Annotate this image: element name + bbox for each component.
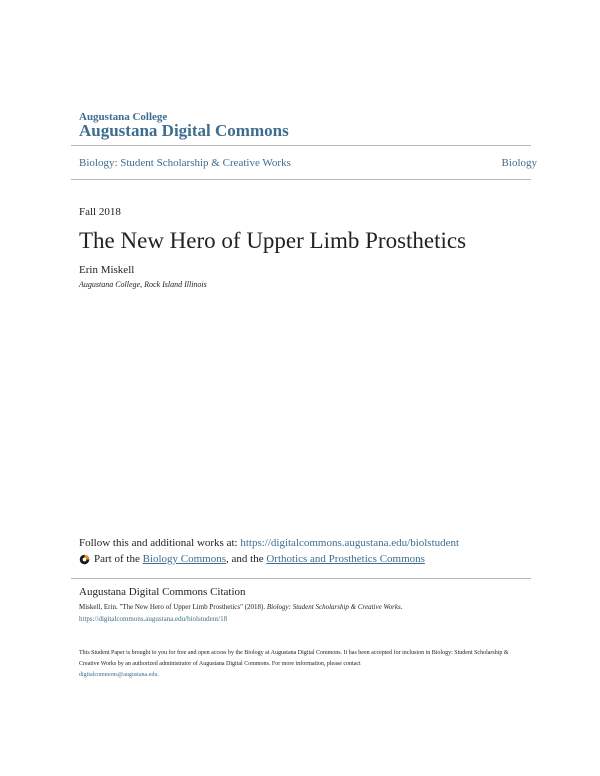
series-link[interactable]: Biology: Student Scholarship & Creative Works — [79, 157, 291, 169]
citation-url-link[interactable]: https://digitalcommons.augustana.edu/biolstudent/18 — [79, 615, 228, 623]
citation-divider — [71, 578, 531, 579]
department-link[interactable]: Biology — [501, 157, 537, 169]
header-divider-top — [71, 145, 531, 146]
article-title: The New Hero of Upper Limb Prosthetics — [79, 228, 467, 253]
repository-name[interactable]: Augustana Digital Commons — [79, 121, 289, 140]
institution-name-small: Augustana College — [79, 111, 168, 123]
access-notice-end: . — [157, 672, 159, 678]
publication-date: Fall 2018 — [79, 206, 121, 218]
citation-heading: Augustana Digital Commons Citation — [79, 586, 246, 598]
biology-commons-link[interactable]: Biology Commons — [142, 553, 227, 565]
citation-journal: Biology: Student Scholarship & Creative Works. — [266, 603, 403, 611]
citation-text — [79, 603, 402, 611]
part-of-label: Part of the — [94, 553, 140, 565]
contact-email-link[interactable]: digitalcommons@augustana.edu — [79, 672, 158, 678]
follow-line — [79, 537, 459, 549]
author-name: Erin Miskell — [79, 264, 135, 276]
part-of-line — [79, 553, 425, 565]
author-affiliation: Augustana College, Rock Island Illinois — [79, 280, 207, 289]
access-notice-text: This Student Paper is brought to you for free and open access by the Biology at Augustana Digital Commons. It has been accepted for inclusion in Biology: Student Scholarship & Creative Works by an authorized administrator of Augustana Digital Commons. For more information, please contact — [79, 650, 509, 667]
header-divider-bottom — [71, 179, 531, 180]
part-of-conjunction: , and the — [226, 553, 264, 565]
citation-main: Miskell, Erin. "The New Hero of Upper Limb Prosthetics" (2018). — [79, 603, 266, 611]
follow-label: Follow this and additional works at: — [79, 537, 238, 549]
orthotics-commons-link[interactable]: Orthotics and Prosthetics Commons — [266, 553, 425, 565]
follow-url-link[interactable]: https://digitalcommons.augustana.edu/biolstudent — [240, 537, 460, 549]
access-notice — [79, 648, 529, 681]
commons-network-icon — [79, 554, 90, 565]
